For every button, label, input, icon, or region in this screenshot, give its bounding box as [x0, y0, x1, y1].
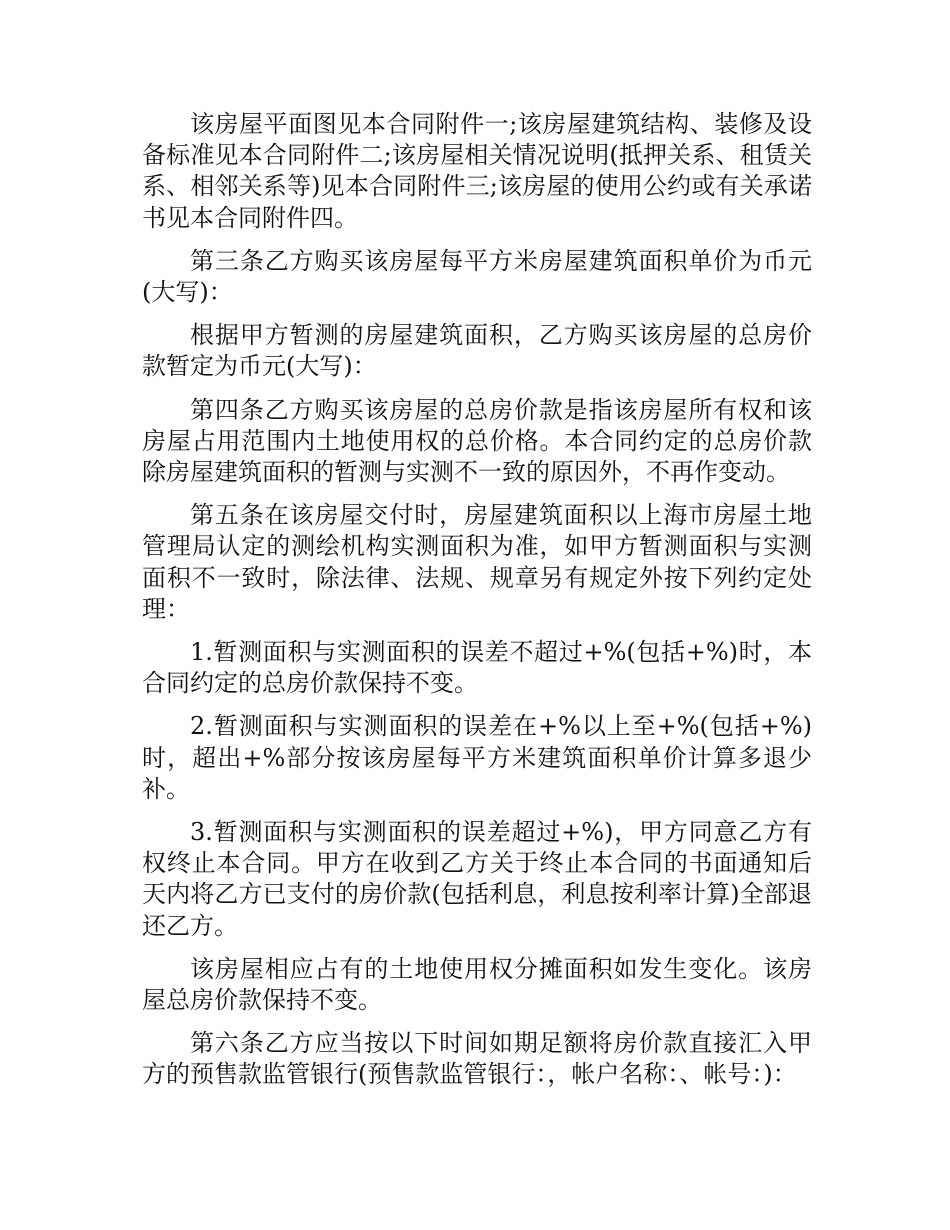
paragraph-article-6: 第六条乙方应当按以下时间如期足额将房价款直接汇入甲方的预售款监管银行(预售款监管银行：，帐户名称：、帐号：)： [142, 1029, 812, 1089]
paragraph-land-share: 该房屋相应占有的土地使用权分摊面积如发生变化。该房屋总房价款保持不变。 [142, 954, 812, 1015]
paragraph-clause-3: 3.暂测面积与实测面积的误差超过+%)，甲方同意乙方有权终止本合同。甲方在收到乙方关于终止本合同的书面通知后天内将乙方已支付的房价款(包括利息，利息按利率计算)全部退还乙方。 [142, 818, 812, 940]
paragraph-article-4: 第四条乙方购买该房屋的总房价款是指该房屋所有权和该房屋占用范围内土地使用权的总价格。本合同约定的总房价款除房屋建筑面积的暂测与实测不一致的原因外，不再作变动。 [142, 395, 812, 487]
paragraph-clause-2: 2.暂测面积与实测面积的误差在+%以上至+%(包括+%)时，超出+%部分按该房屋每平方米建筑面积单价计算多退少补。 [142, 712, 812, 803]
paragraph-clause-1: 1.暂测面积与实测面积的误差不超过+%(包括+%)时，本合同约定的总房价款保持不变。 [142, 638, 812, 698]
paragraph-attachments: 该房屋平面图见本合同附件一;该房屋建筑结构、装修及设备标准见本合同附件二;该房屋相关情况说明(抵押关系、租赁关系、相邻关系等)见本合同附件三;该房屋的使用公约或有关承诺书见本合同附件四。 [142, 110, 812, 232]
paragraph-article-3-unit-price: 第三条乙方购买该房屋每平方米房屋建筑面积单价为币元(大写)： [142, 246, 812, 307]
paragraph-article-5: 第五条在该房屋交付时，房屋建筑面积以上海市房屋土地管理局认定的测绘机构实测面积为准，如甲方暂测面积与实测面积不一致时，除法律、法规、规章另有规定外按下列约定处理： [142, 501, 812, 623]
paragraph-total-price: 根据甲方暂测的房屋建筑面积，乙方购买该房屋的总房价款暂定为币元(大写)： [142, 321, 812, 381]
document-body [142, 109, 812, 1103]
